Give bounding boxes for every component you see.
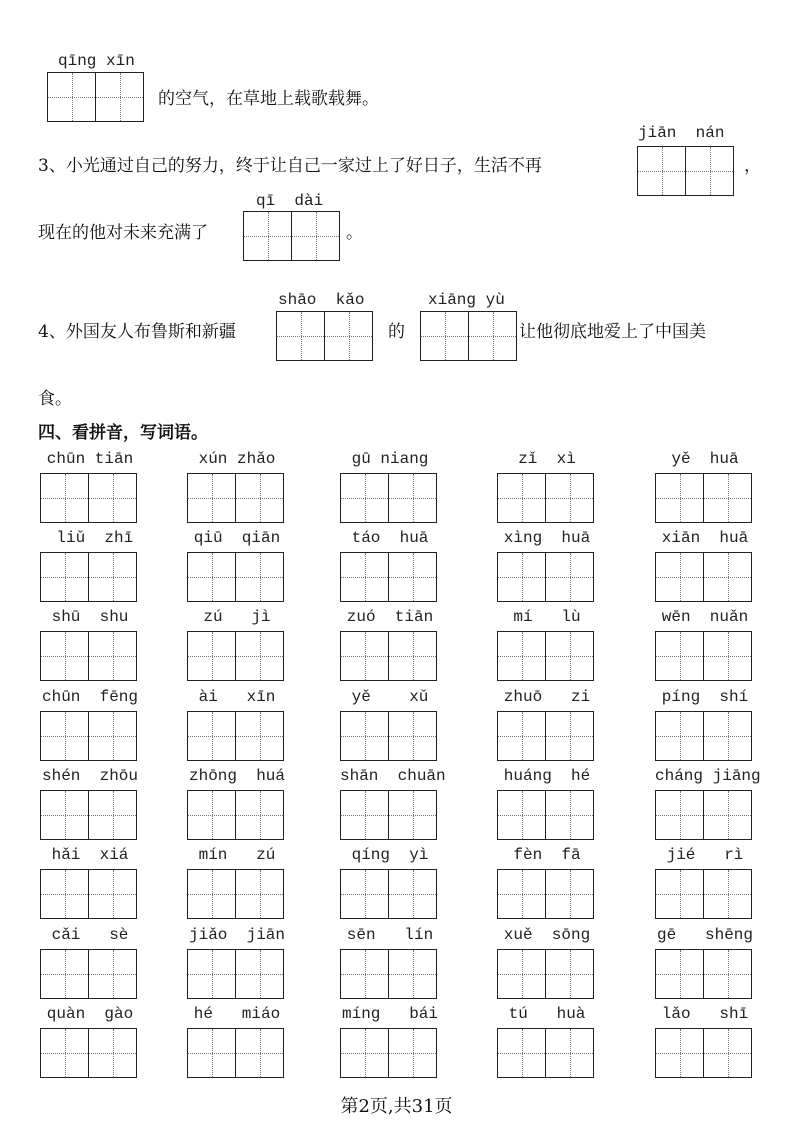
word-item (340, 528, 440, 602)
char-cell[interactable] (546, 791, 593, 839)
char-cell[interactable] (469, 312, 516, 360)
q3-sentence-start: 3、小光通过自己的努力，终于让自己一家过上了好日子，生活不再 (38, 156, 542, 176)
q4-sentence-end: 让他彻底地爱上了中国美 (519, 322, 706, 342)
word-pinyin: cháng jiāng (655, 767, 761, 785)
answer-box[interactable] (40, 473, 137, 523)
word-pinyin: zuó tiān (346, 608, 434, 626)
char-cell[interactable] (389, 791, 436, 839)
answer-box[interactable] (655, 1028, 752, 1078)
word-item (187, 449, 287, 523)
word-item (655, 528, 755, 602)
char-cell[interactable] (704, 791, 751, 839)
answer-box[interactable] (340, 790, 437, 840)
word-pinyin: tú huà (508, 1005, 586, 1023)
q4-de: 的 (388, 322, 405, 342)
char-cell[interactable] (389, 712, 436, 760)
char-cell[interactable] (236, 870, 283, 918)
char-cell[interactable] (188, 712, 236, 760)
char-cell[interactable] (41, 950, 89, 998)
char-cell[interactable] (704, 474, 751, 522)
char-cell[interactable] (277, 312, 325, 360)
word-item (40, 845, 140, 919)
word-pinyin: liǔ zhī (46, 529, 134, 547)
char-cell[interactable] (421, 312, 469, 360)
char-cell[interactable] (89, 950, 136, 998)
char-cell[interactable] (236, 474, 283, 522)
answer-box[interactable] (340, 869, 437, 919)
q3-line2: 现在的他对未来充满了 (38, 223, 208, 243)
char-cell[interactable] (389, 950, 436, 998)
char-cell[interactable] (41, 553, 89, 601)
answer-box-qidai[interactable] (243, 211, 340, 261)
answer-box[interactable] (340, 631, 437, 681)
word-pinyin: shén zhōu (41, 767, 138, 785)
word-pinyin: zǐ xì (518, 450, 576, 468)
char-cell[interactable] (341, 950, 389, 998)
word-pinyin: shān chuān (340, 767, 446, 785)
word-pinyin: qiū qiān (193, 529, 281, 547)
char-cell[interactable] (188, 870, 236, 918)
answer-box[interactable] (40, 1028, 137, 1078)
answer-box[interactable] (40, 631, 137, 681)
q4-sentence-start: 4、外国友人布鲁斯和新疆 (38, 322, 236, 342)
answer-box[interactable] (40, 949, 137, 999)
word-item (340, 766, 446, 840)
char-cell[interactable] (188, 632, 236, 680)
word-pinyin: sēn lín (346, 926, 434, 944)
char-cell[interactable] (89, 474, 136, 522)
char-cell[interactable] (188, 950, 236, 998)
answer-box[interactable] (497, 552, 594, 602)
char-cell[interactable] (704, 712, 751, 760)
char-cell[interactable] (686, 147, 733, 195)
char-cell[interactable] (89, 553, 136, 601)
word-pinyin: wēn nuǎn (661, 608, 749, 626)
answer-box[interactable] (187, 711, 284, 761)
answer-box-xiangyu[interactable] (420, 311, 517, 361)
char-cell[interactable] (341, 791, 389, 839)
answer-box[interactable] (497, 711, 594, 761)
word-pinyin: qíng yì (351, 846, 429, 864)
answer-box[interactable] (655, 869, 752, 919)
char-cell[interactable] (41, 791, 89, 839)
answer-box[interactable] (497, 631, 594, 681)
word-item (40, 1004, 140, 1078)
pinyin-xiangyu: xiāng yù (428, 291, 505, 309)
char-cell[interactable] (341, 870, 389, 918)
word-pinyin: xiān huā (661, 529, 749, 547)
word-pinyin: míng bái (341, 1005, 438, 1023)
word-item (187, 845, 287, 919)
char-cell[interactable] (341, 632, 389, 680)
word-item (497, 528, 597, 602)
answer-box[interactable] (40, 552, 137, 602)
char-cell[interactable] (341, 1029, 389, 1077)
word-item (340, 607, 440, 681)
word-item (655, 449, 755, 523)
word-item (340, 449, 440, 523)
word-pinyin: fèn fā (513, 846, 581, 864)
word-item (40, 766, 140, 840)
char-cell[interactable] (498, 870, 546, 918)
word-item (40, 687, 140, 761)
word-pinyin: xuě sōng (503, 926, 591, 944)
word-pinyin: mí lù (513, 608, 581, 626)
char-cell[interactable] (389, 632, 436, 680)
section-heading: 四、看拼音，写词语。 (38, 423, 208, 443)
answer-box[interactable] (187, 869, 284, 919)
word-pinyin: yě huā (671, 450, 739, 468)
char-cell[interactable] (704, 632, 751, 680)
word-item (497, 449, 597, 523)
word-pinyin: shū shu (51, 608, 129, 626)
word-item (655, 687, 755, 761)
q3-period: 。 (346, 223, 363, 243)
answer-box[interactable] (340, 473, 437, 523)
word-item (340, 925, 440, 999)
word-item (497, 607, 597, 681)
char-cell[interactable] (656, 791, 704, 839)
char-cell[interactable] (546, 950, 593, 998)
word-pinyin: gē shēng (656, 926, 753, 944)
char-cell[interactable] (389, 474, 436, 522)
char-cell[interactable] (656, 1029, 704, 1077)
char-cell[interactable] (341, 553, 389, 601)
char-cell[interactable] (89, 712, 136, 760)
word-pinyin: mín zú (198, 846, 276, 864)
char-cell[interactable] (389, 553, 436, 601)
char-cell[interactable] (656, 870, 704, 918)
word-pinyin: hǎi xiá (51, 846, 129, 864)
word-pinyin: lǎo shī (661, 1005, 749, 1023)
char-cell[interactable] (236, 1029, 283, 1077)
answer-box[interactable] (40, 869, 137, 919)
char-cell[interactable] (498, 950, 546, 998)
word-pinyin: gū niang (351, 450, 429, 468)
pinyin-jiannan: jiān nán (638, 124, 725, 142)
word-item (340, 845, 440, 919)
char-cell[interactable] (656, 712, 704, 760)
answer-box[interactable] (340, 949, 437, 999)
word-pinyin: chūn tiān (46, 450, 134, 468)
word-pinyin: cǎi sè (51, 926, 129, 944)
answer-box[interactable] (187, 552, 284, 602)
word-item (340, 687, 440, 761)
answer-box[interactable] (340, 711, 437, 761)
word-item (187, 766, 287, 840)
char-cell[interactable] (656, 950, 704, 998)
word-pinyin: táo huā (351, 529, 429, 547)
char-cell[interactable] (498, 474, 546, 522)
char-cell[interactable] (656, 632, 704, 680)
answer-box[interactable] (187, 949, 284, 999)
answer-box[interactable] (497, 790, 594, 840)
char-cell[interactable] (656, 474, 704, 522)
word-item (187, 528, 287, 602)
word-item (497, 766, 597, 840)
char-cell[interactable] (704, 950, 751, 998)
answer-box-qingxin[interactable] (47, 72, 144, 122)
pinyin-shaokao: shāo kǎo (278, 291, 365, 309)
word-item (655, 766, 761, 840)
answer-box[interactable] (655, 552, 752, 602)
word-pinyin: chūn fēng (41, 688, 138, 706)
answer-box[interactable] (187, 1028, 284, 1078)
word-item (655, 845, 755, 919)
char-cell[interactable] (656, 553, 704, 601)
word-item (497, 1004, 597, 1078)
char-cell[interactable] (546, 870, 593, 918)
char-cell[interactable] (498, 632, 546, 680)
answer-box[interactable] (187, 631, 284, 681)
word-pinyin: ài xīn (198, 688, 276, 706)
answer-box[interactable] (655, 790, 752, 840)
char-cell[interactable] (546, 712, 593, 760)
char-cell[interactable] (498, 791, 546, 839)
char-cell[interactable] (96, 73, 143, 121)
answer-box[interactable] (187, 473, 284, 523)
q4-line2: 食。 (38, 389, 72, 409)
char-cell[interactable] (236, 553, 283, 601)
answer-box[interactable] (655, 949, 752, 999)
word-item (40, 607, 140, 681)
pinyin-qidai: qī dài (256, 192, 324, 210)
char-cell[interactable] (236, 791, 283, 839)
char-cell[interactable] (41, 632, 89, 680)
word-pinyin: huáng hé (503, 767, 591, 785)
word-item (655, 925, 755, 999)
char-cell[interactable] (244, 212, 292, 260)
char-cell[interactable] (546, 474, 593, 522)
char-cell[interactable] (704, 1029, 751, 1077)
char-cell[interactable] (292, 212, 339, 260)
char-cell[interactable] (89, 870, 136, 918)
char-cell[interactable] (389, 870, 436, 918)
word-item (340, 1004, 440, 1078)
char-cell[interactable] (188, 791, 236, 839)
word-item (187, 1004, 287, 1078)
answer-box[interactable] (655, 631, 752, 681)
word-pinyin: jié rì (666, 846, 744, 864)
char-cell[interactable] (546, 1029, 593, 1077)
answer-box[interactable] (187, 790, 284, 840)
answer-box[interactable] (340, 552, 437, 602)
char-cell[interactable] (498, 712, 546, 760)
answer-box[interactable] (655, 711, 752, 761)
word-item (655, 1004, 755, 1078)
char-cell[interactable] (546, 632, 593, 680)
answer-box-jiannan[interactable] (637, 146, 734, 196)
word-item (187, 687, 287, 761)
char-cell[interactable] (236, 712, 283, 760)
answer-box[interactable] (497, 949, 594, 999)
answer-box[interactable] (497, 1028, 594, 1078)
word-pinyin: xìng huā (503, 529, 591, 547)
word-pinyin: hé miáo (193, 1005, 281, 1023)
pinyin-qingxin: qīng xīn (58, 52, 135, 70)
answer-box[interactable] (40, 790, 137, 840)
word-pinyin: píng shí (661, 688, 749, 706)
char-cell[interactable] (325, 312, 372, 360)
word-item (497, 925, 597, 999)
q3-comma: ， (744, 156, 761, 176)
answer-box[interactable] (655, 473, 752, 523)
word-item (187, 607, 287, 681)
char-cell[interactable] (236, 632, 283, 680)
word-item (497, 845, 597, 919)
word-pinyin: zhōng huá (188, 767, 285, 785)
char-cell[interactable] (188, 474, 236, 522)
char-cell[interactable] (89, 632, 136, 680)
char-cell[interactable] (89, 791, 136, 839)
answer-box[interactable] (340, 1028, 437, 1078)
char-cell[interactable] (188, 1029, 236, 1077)
char-cell[interactable] (341, 712, 389, 760)
word-pinyin: quàn gào (46, 1005, 134, 1023)
char-cell[interactable] (704, 553, 751, 601)
char-cell[interactable] (41, 474, 89, 522)
char-cell[interactable] (41, 1029, 89, 1077)
word-pinyin: zhuō zi (503, 688, 591, 706)
word-pinyin: yě xǔ (351, 688, 429, 706)
char-cell[interactable] (389, 1029, 436, 1077)
word-pinyin: jiǎo jiān (188, 926, 285, 944)
char-cell[interactable] (48, 73, 96, 121)
char-cell[interactable] (341, 474, 389, 522)
char-cell[interactable] (546, 553, 593, 601)
char-cell[interactable] (498, 553, 546, 601)
word-item (497, 687, 597, 761)
word-item (655, 607, 755, 681)
char-cell[interactable] (188, 553, 236, 601)
answer-box[interactable] (40, 711, 137, 761)
word-pinyin: xún zhǎo (198, 450, 276, 468)
answer-box[interactable] (497, 869, 594, 919)
word-pinyin: zú jì (203, 608, 271, 626)
answer-box-shaokao[interactable] (276, 311, 373, 361)
word-item (40, 925, 140, 999)
q2-sentence-tail: 的空气，在草地上载歌载舞。 (158, 89, 379, 109)
word-item (40, 449, 140, 523)
answer-box[interactable] (497, 473, 594, 523)
char-cell[interactable] (498, 1029, 546, 1077)
page-footer: 第2页,共31页 (340, 1096, 453, 1117)
char-cell[interactable] (638, 147, 686, 195)
char-cell[interactable] (236, 950, 283, 998)
char-cell[interactable] (41, 712, 89, 760)
word-item (187, 925, 287, 999)
char-cell[interactable] (41, 870, 89, 918)
char-cell[interactable] (704, 870, 751, 918)
char-cell[interactable] (89, 1029, 136, 1077)
word-item (40, 528, 140, 602)
